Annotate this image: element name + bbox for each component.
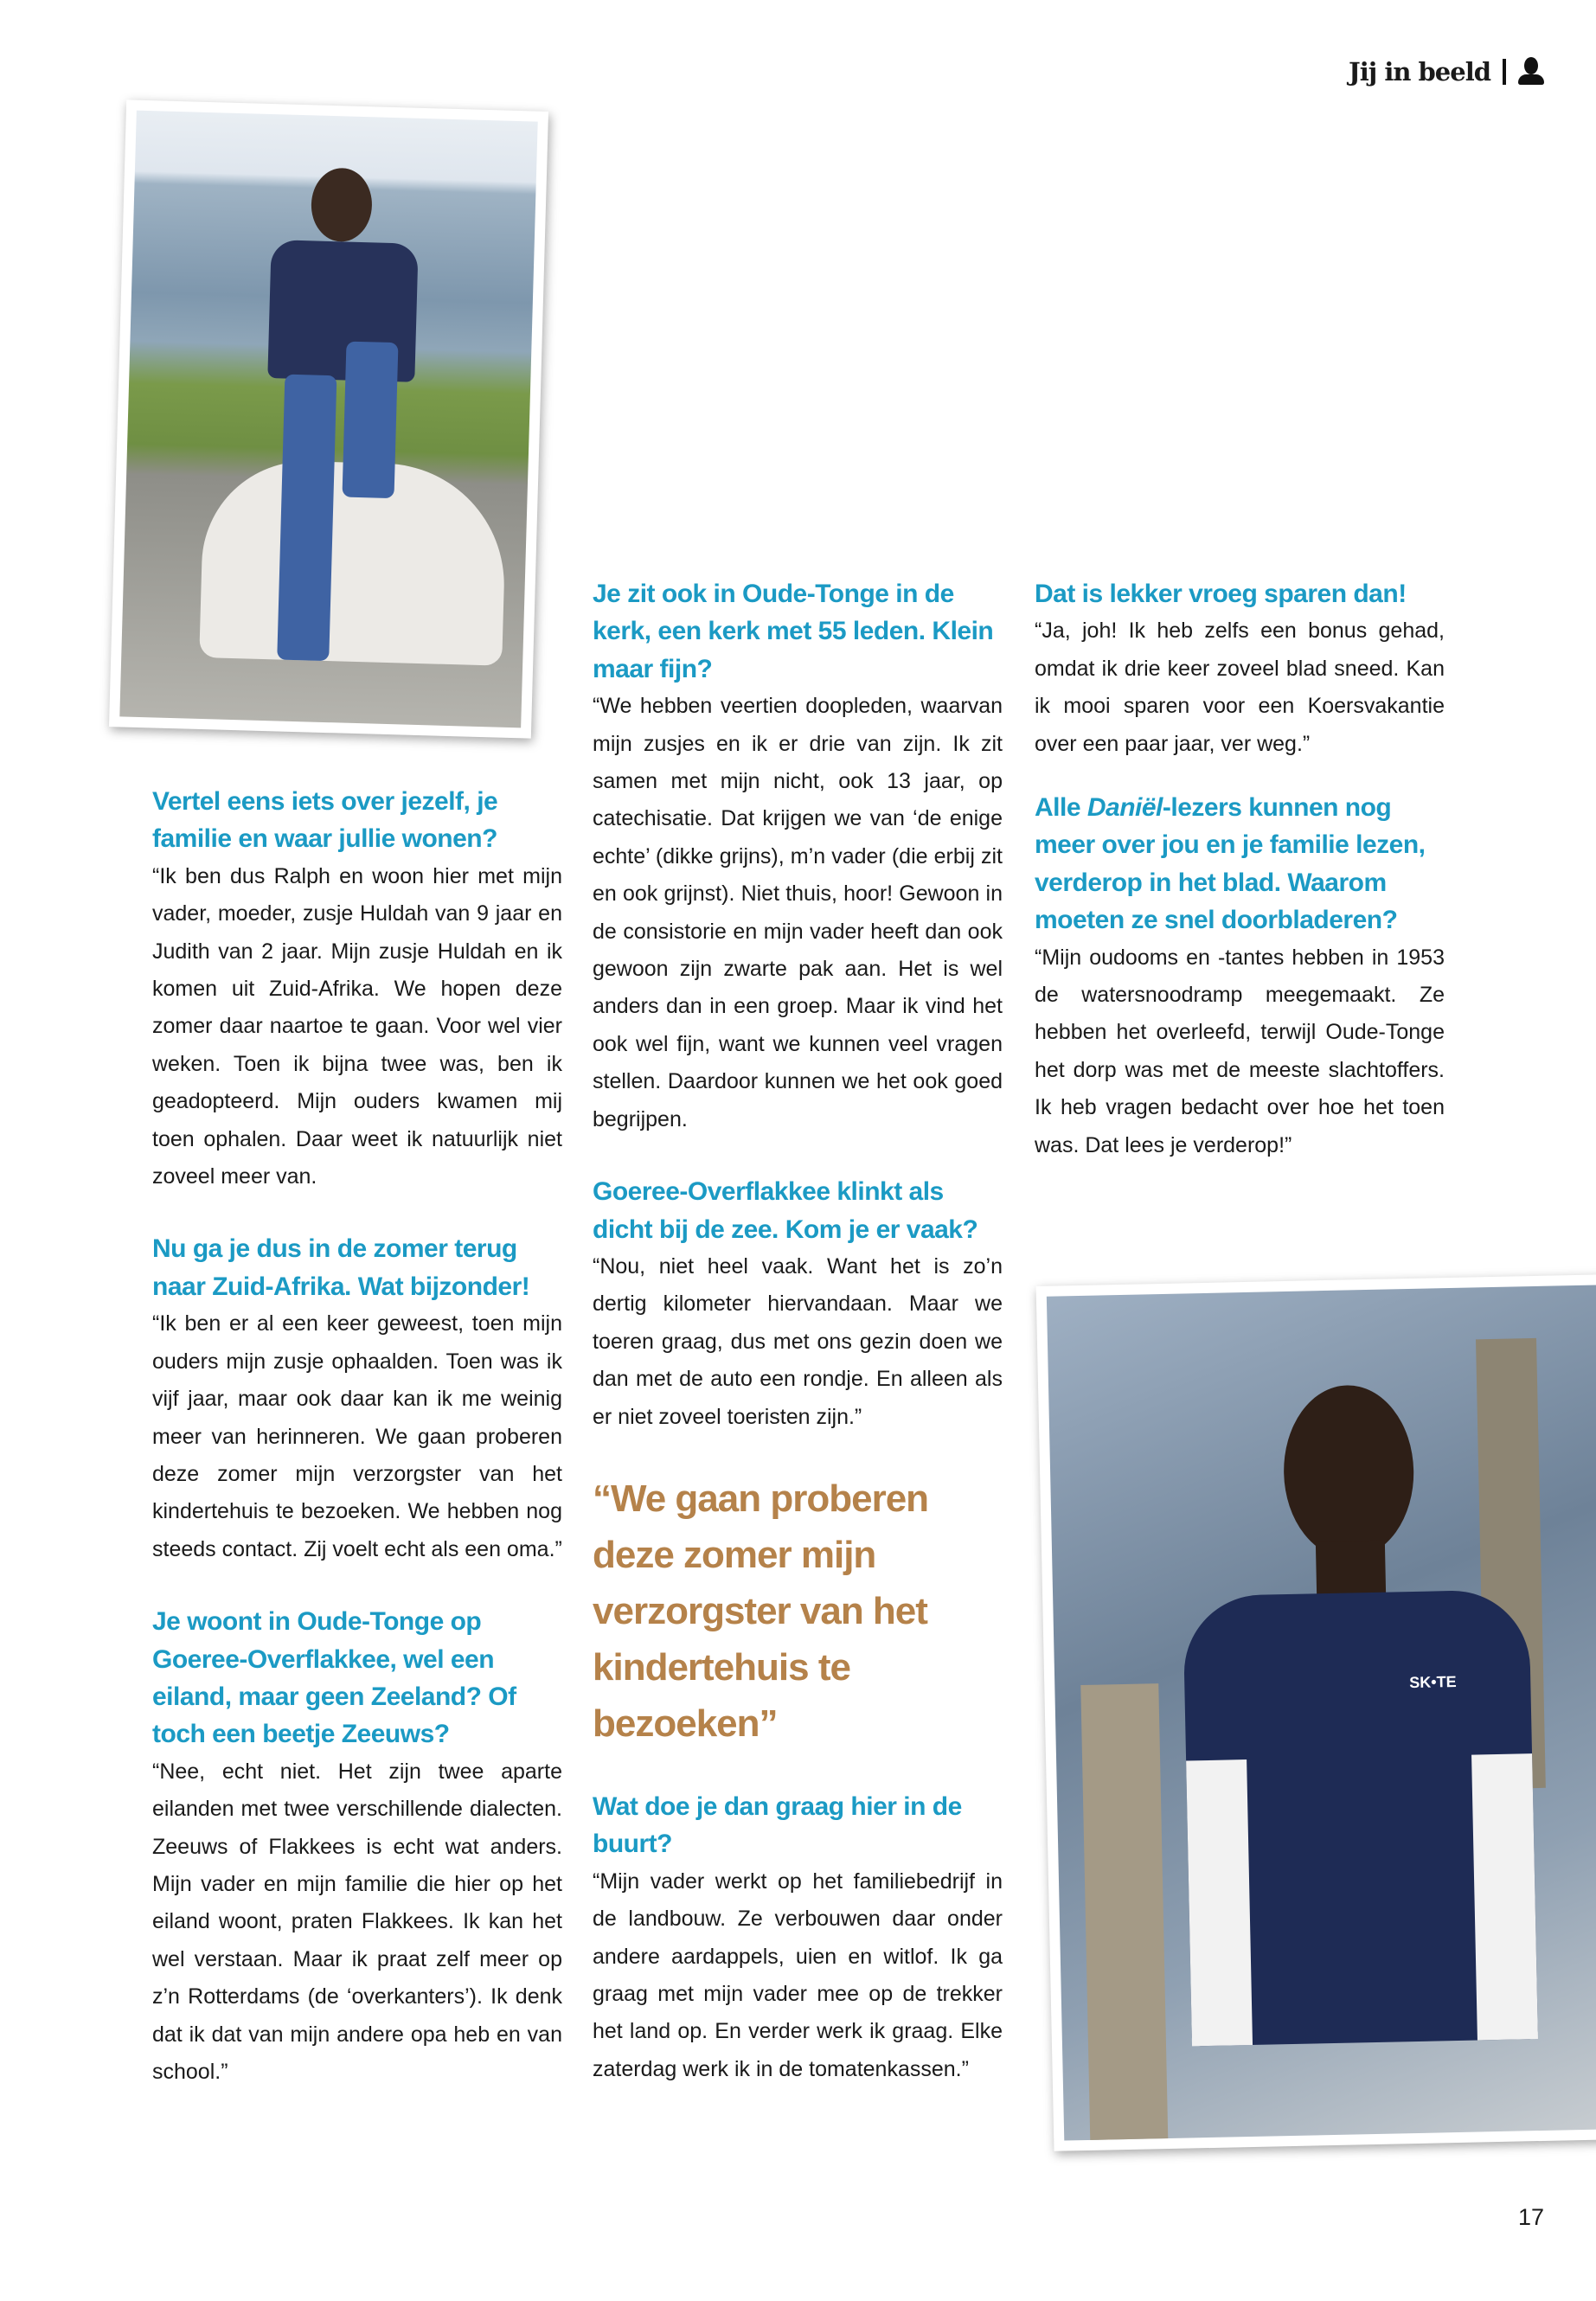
heading-part: -lezers kunnen nog meer over jou en je familie lezen, verderop in het blad. Waarom moeten ze snel doorbladeren? xyxy=(1035,793,1426,935)
question-heading: Goeree-Overflakkee klinkt als dicht bij de zee. Kom je er vaak? xyxy=(593,1177,978,1244)
answer-text: “Nou, niet heel vaak. Want het is zo’n dertig kilometer hiervandaan. Maar we toeren graag, dus met ons gezin doen we dan met de auto een rondje. En alleen als er niet zoveel toeristen zijn.” xyxy=(593,1253,1003,1429)
section-title: Jij in beeld xyxy=(1349,57,1490,87)
column-2 xyxy=(593,575,1003,2123)
question-heading: Nu ga je dus in de zomer terug naar Zuid-Afrika. Wat bijzonder! xyxy=(152,1234,530,1301)
column-1 xyxy=(152,783,562,2125)
pull-quote: “We gaan proberen deze zomer mijn verzorgster van het kindertehuis te bezoeken” xyxy=(593,1477,929,1745)
section-header xyxy=(1349,57,1544,87)
question-heading: Wat doe je dan graag hier in de buurt? xyxy=(593,1791,962,1859)
answer-text: “We hebben veertien doopleden, waarvan mijn zusjes en ik er drie van zijn. Ik zit samen met mijn nicht, ook 13 jaar, op catechisatie. Dat krijgen we van ‘de enige echte’ (dikke grijns), m’n vader (die erbij zit en ook grijnst). Niet thuis, hoor! Gewoon in de consistorie en mijn vader heeft dan ook gewoon zijn zwarte pak aan. Het is wel anders dan in een groep. Maar ik vind het ook wel fijn, want we kunnen veel vragen stellen. Daardoor kunnen we het ook goed begrijpen. xyxy=(593,694,1003,1131)
magazine-name: Daniël xyxy=(1086,793,1163,823)
boy-figure xyxy=(1152,1381,1558,2141)
shirt-logo: SK•TE xyxy=(1409,1672,1457,1692)
question-heading xyxy=(1035,789,1445,939)
question-heading: Je zit ook in Oude-Tonge in de kerk, een kerk met 55 leden. Klein maar fijn? xyxy=(593,580,994,683)
answer-text: “Ja, joh! Ik heb zelfs een bonus gehad, omdat ik drie keer zoveel blad sneed. Kan ik mooi sparen voor een Koersvakantie over een paar jaar, ver weg.” xyxy=(1035,619,1445,756)
answer-text: “Ik ben dus Ralph en woon hier met mijn vader, moeder, zusje Huldah van 9 jaar en Judith van 2 jaar. Mijn zusje Huldah en ik komen uit Zuid-Afrika. We hopen deze zomer daar naartoe te gaan. Voor wel vier weken. Toen ik bijna twee was, ben ik geadopteerd. Mijn ouders kwamen mij toen ophalen. Daar weet ik natuurlijk niet zoveel meer van. xyxy=(152,863,562,1189)
answer-text: “Mijn oudooms en -tantes hebben in 1953 de watersnoodramp meegemaakt. Ze hebben het overleefd, terwijl Oude-Tonge het dorp was met de meeste slachtoffers. Ik heb vragen bedacht over hoe het toen was. Dat lees je verderop!” xyxy=(1035,945,1445,1157)
column-3 xyxy=(1035,575,1445,1164)
photo-boy-sitting xyxy=(109,99,548,738)
divider xyxy=(1503,59,1506,85)
person-icon xyxy=(1518,57,1544,87)
question-heading: Dat is lekker vroeg sparen dan! xyxy=(1035,580,1407,608)
question-heading: Vertel eens iets over jezelf, je familie en waar jullie wonen? xyxy=(152,787,498,854)
page-number: 17 xyxy=(1518,2204,1545,2230)
answer-text: “Nee, echt niet. Het zijn twee aparte eilanden met twee verschillende dialecten. Zeeuws of Flakkees is echt wat anders. Mijn vader en mijn familie die hier op het eiland woont, praten Flakkees. Ik kan het wel verstaan. Maar ik praat zelf meer op z’n Rotterdams (de ‘overkanters’). Ik denk dat ik dat van mijn andere opa heb en van school.” xyxy=(152,1759,562,2084)
answer-text: “Mijn vader werkt op het familiebedrijf in de landbouw. Ze verbouwen daar onder andere aardappels, uien en witlof. Ik ga graag met mijn vader mee op de trekker het land op. En verder werk ik graag. Elke zaterdag werk ik in de tomatenkassen.” xyxy=(593,1868,1003,2081)
answer-text: “Ik ben er al een keer geweest, toen mijn ouders mijn zusje ophaalden. Toen was ik vijf jaar, maar ook daar kan ik me weinig meer van herinneren. We gaan proberen deze zomer mijn verzorgster van het kindertehuis te bezoeken. We hebben nog steeds contact. Zij voelt echt als een oma.” xyxy=(152,1311,562,1561)
photo-boy-portrait xyxy=(1036,1274,1596,2151)
wooden-post xyxy=(1080,1683,1170,2140)
heading-part: Alle xyxy=(1035,793,1087,823)
question-heading: Je woont in Oude-Tonge op Goeree-Overflakkee, wel een eiland, maar geen Zeeland? Of toch een beetje Zeeuws? xyxy=(152,1607,516,1749)
boy-figure xyxy=(250,166,420,689)
